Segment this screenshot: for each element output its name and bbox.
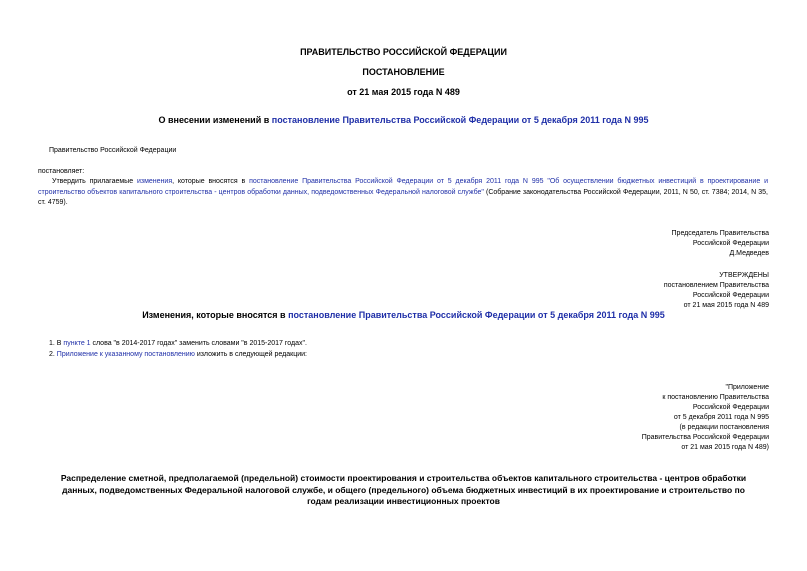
decides-label: постановляет: <box>38 168 85 175</box>
appendix-line-3: Российской Федерации <box>692 404 769 411</box>
date-line: от 21 мая 2015 года N 489 <box>347 87 460 97</box>
signature-line-2: Российской Федерации <box>692 240 769 247</box>
item-1-num: 1. В <box>49 340 64 347</box>
item-2-link[interactable]: Приложение к указанному постановлению <box>56 351 195 358</box>
government-label: Правительство Российской Федерации <box>49 147 177 154</box>
item-1-text: слова "в 2014-2017 годах" заменить словами "в 2015-2017 годах". <box>90 340 307 347</box>
p1-text-c: (Собрание законодательства Российской Федерации, 2011, N 50, ст. 7384; 2014, N 35, ст. 4759). <box>38 188 768 206</box>
changes-title <box>0 310 807 320</box>
approved-line-2: постановлением Правительства <box>663 282 769 289</box>
appendix-line-6: Правительства Российской Федерации <box>641 434 769 441</box>
appendix-line-4: от 5 декабря 2011 года N 995 <box>673 414 769 421</box>
distribution-title-line-2: данных, подведомственных Федеральной налоговой службе, и общего (предельного) объема бюджетных инвестиций в их проектирование и строительство по <box>62 484 745 495</box>
document-title <box>0 115 807 125</box>
appendix-line-5: (в редакции постановления <box>679 424 769 431</box>
list-item <box>49 350 307 360</box>
appendix-line-7: от 21 мая 2015 года N 489) <box>681 444 769 451</box>
approved-line-1: УТВЕРЖДЕНЫ <box>719 272 769 279</box>
distribution-title-line-1: Распределение сметной, предполагаемой (предельной) стоимости проектирования и строительства объектов капитального строительства - центров обработки <box>60 473 747 483</box>
p1-text-a: Утвердить прилагаемые <box>52 178 137 185</box>
distribution-title-line-3: годам реализации инвестиционных проектов <box>307 496 500 506</box>
item-2-num: 2. <box>49 351 57 358</box>
approved-block <box>664 271 769 311</box>
title-prefix: О внесении изменений в <box>158 115 272 125</box>
p1-link-resolution[interactable]: постановление Правительства Российской Федерации от 5 декабря 2011 года N 995 "Об осуществлении бюджетных инвестиций в проектирование и строительство объектов капитального строительства - центров обработки данных, подведомственных Федеральной налоговой службе" <box>38 178 768 196</box>
approved-line-3: Российской Федерации <box>692 292 769 299</box>
appendix-block <box>642 383 769 453</box>
approved-line-4: от 21 мая 2015 года N 489 <box>683 302 769 309</box>
doc-type-heading: ПОСТАНОВЛЕНИЕ <box>362 67 445 77</box>
title-link[interactable]: постановление Правительства Российской Федерации от 5 декабря 2011 года N 995 <box>271 115 649 125</box>
changes-title-prefix: Изменения, которые вносятся в <box>142 310 289 320</box>
distribution-title <box>0 473 807 508</box>
changes-title-link[interactable]: постановление Правительства Российской Федерации от 5 декабря 2011 года N 995 <box>288 310 665 320</box>
item-2-text: изложить в следующей редакции: <box>194 351 307 358</box>
p1-link-changes[interactable]: изменения <box>136 178 173 185</box>
appendix-line-2: к постановлению Правительства <box>662 394 769 401</box>
appendix-line-1: "Приложение <box>725 384 769 391</box>
signature-name: Д.Медведев <box>729 250 769 257</box>
list-item <box>49 339 307 349</box>
signature-block <box>672 229 769 259</box>
org-heading: ПРАВИТЕЛЬСТВО РОССИЙСКОЙ ФЕДЕРАЦИИ <box>300 47 507 57</box>
p1-text-b: , которые вносятся в <box>172 178 250 185</box>
item-1-link[interactable]: пункте 1 <box>63 340 91 347</box>
paragraph-1 <box>38 177 768 209</box>
signature-line-1: Председатель Правительства <box>671 230 769 237</box>
